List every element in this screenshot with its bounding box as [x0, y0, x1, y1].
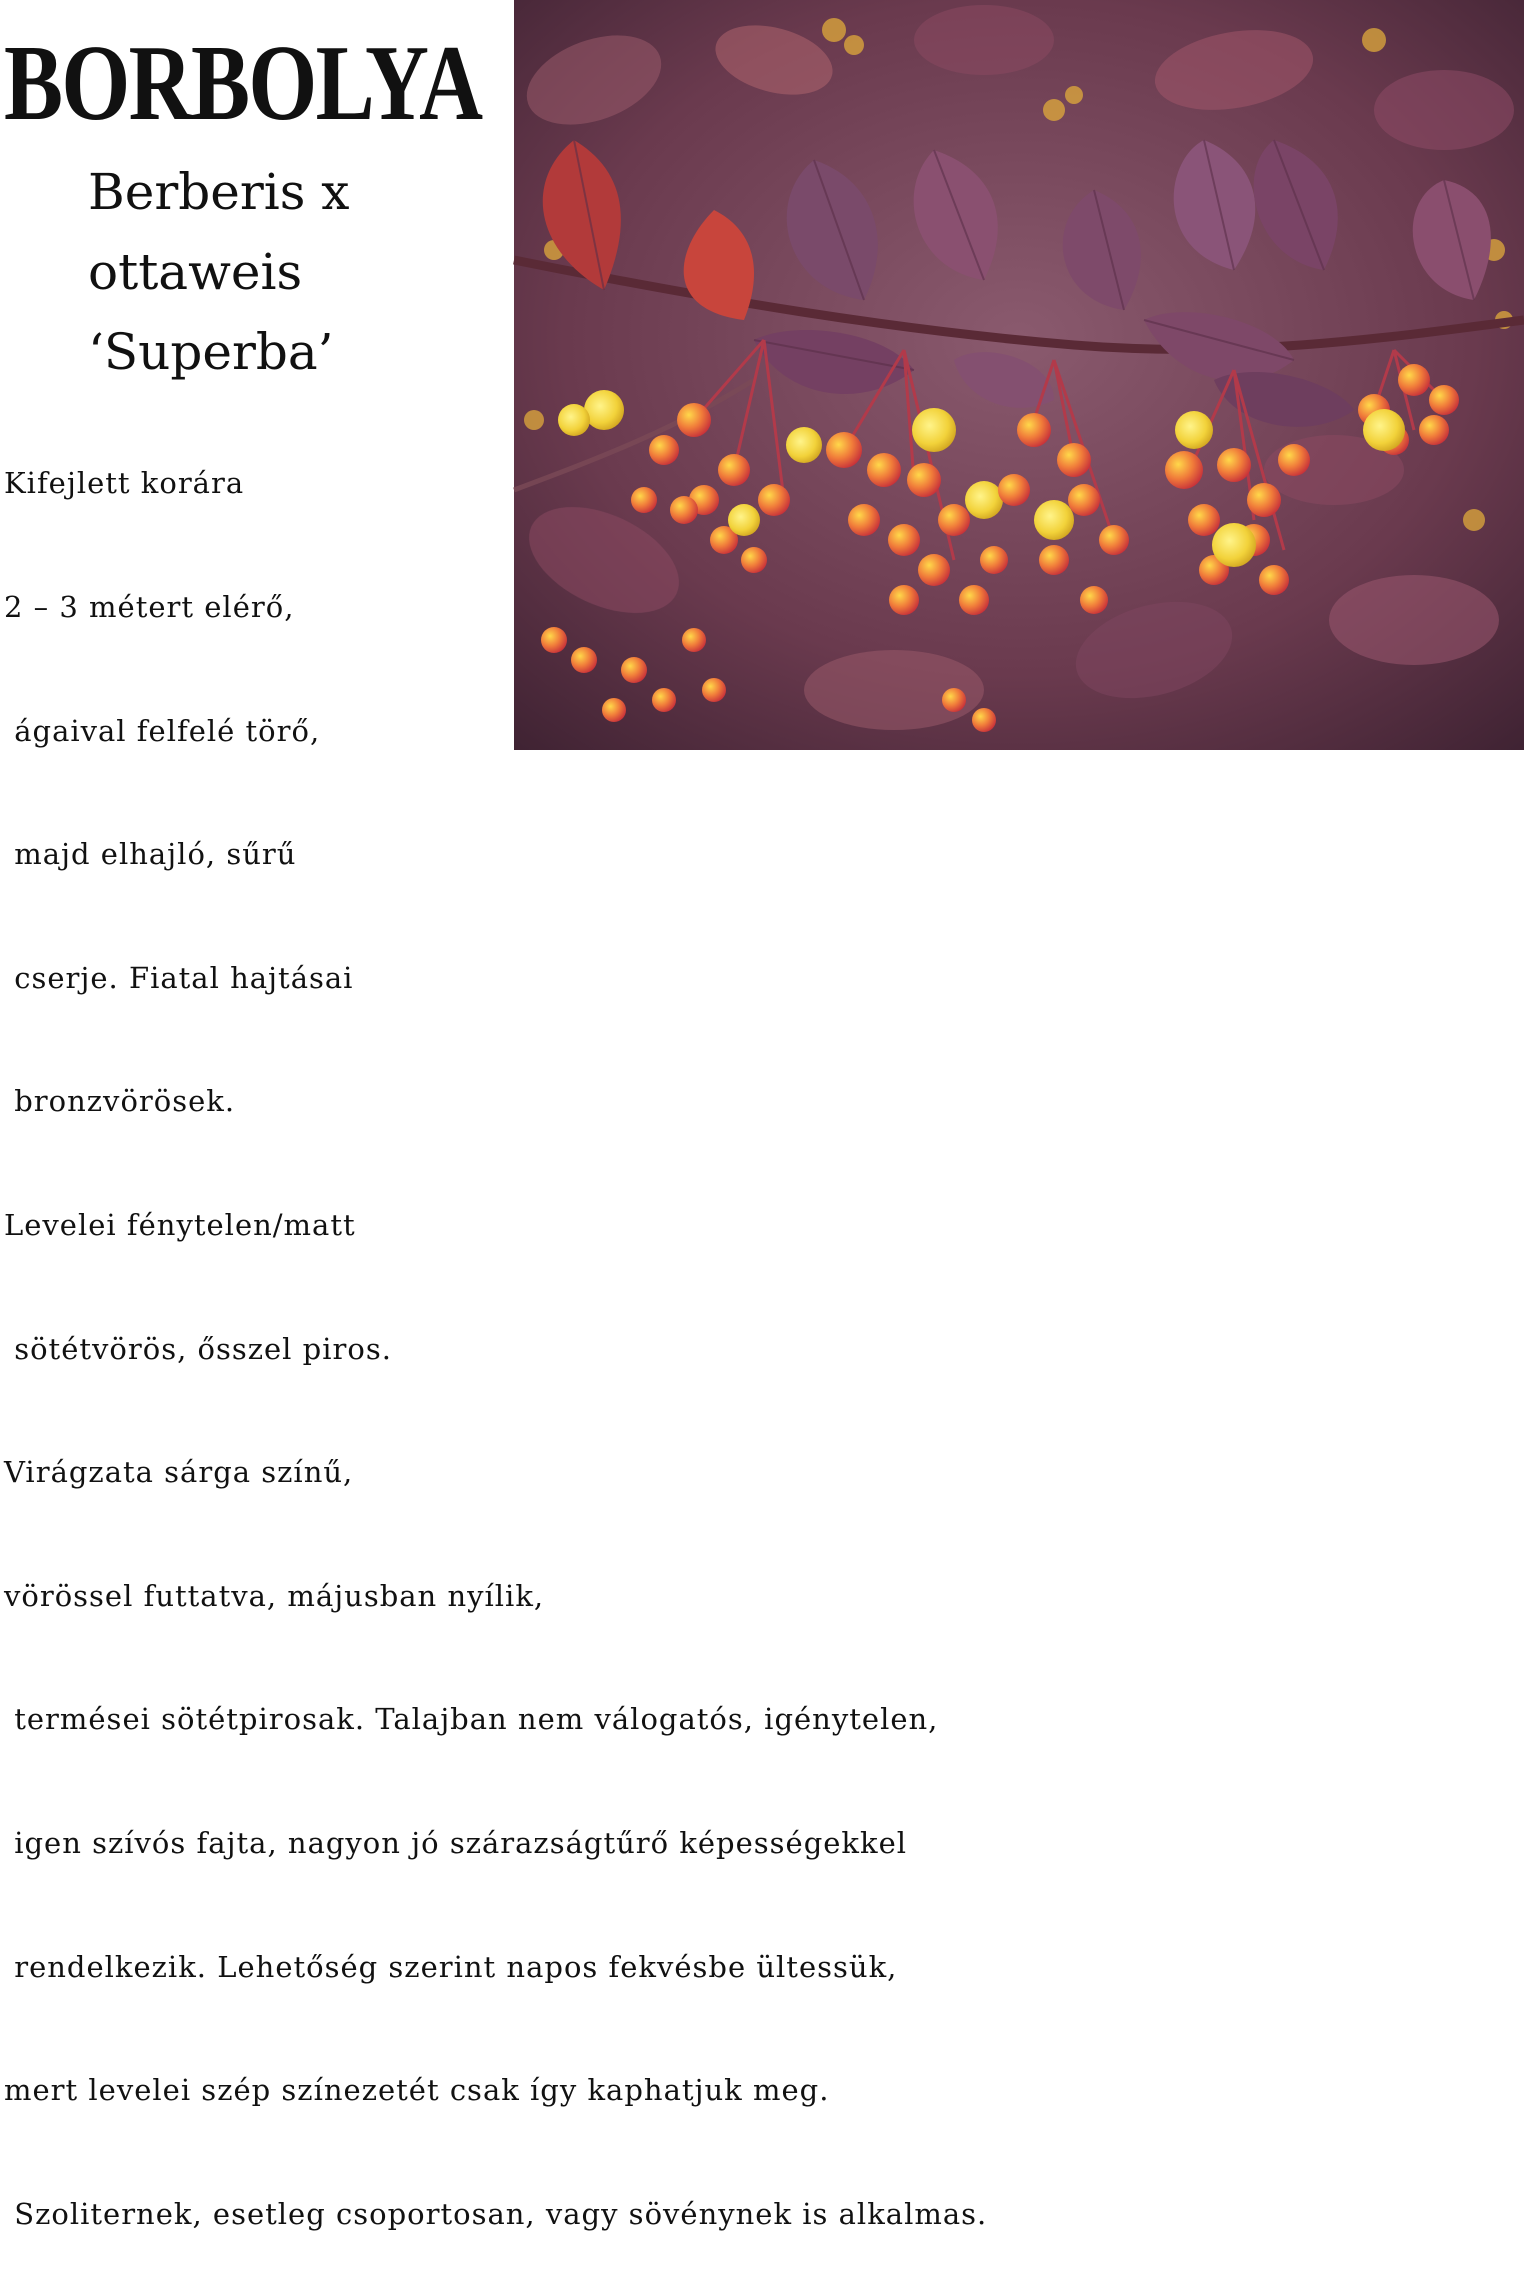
description-line: Szoliternek, esetleg csoportosan, vagy sövénynek is alkalmas. [4, 2196, 988, 2231]
description-line: vörössel futtatva, májusban nyílik, [4, 1578, 545, 1613]
description-line: termései sötétpirosak. Talajban nem válogatós, igénytelen, [4, 1702, 939, 1737]
description-line: cserje. Fiatal hajtásai [4, 960, 354, 995]
description-line: ágaival felfelé törő, [4, 713, 321, 748]
description-line: sötétvörös, ősszel piros. [4, 1331, 392, 1366]
description-line: bronzvörösek. [4, 1084, 236, 1119]
scientific-name-line-3: ‘Superba’ [88, 323, 334, 381]
scientific-name-line-1: Berberis x [88, 163, 350, 221]
description-line: Levelei fénytelen/matt [4, 1207, 356, 1242]
page-title: BORBOLYA [4, 24, 482, 143]
description-line: rendelkezik. Lehetőség szerint napos fekvésbe ültessük, [4, 1949, 898, 1984]
description-line: igen szívós fajta, nagyon jó szárazságtűrő képességekkel [4, 1825, 908, 1860]
description-line: majd elhajló, sűrű [4, 837, 297, 872]
description-line: mert levelei szép színezetét csak így kaphatjuk meg. [4, 2073, 830, 2108]
scientific-name-line-2: ottaweis [88, 243, 303, 301]
description [4, 381, 987, 2276]
description-line: Kifejlett korára [4, 466, 245, 501]
description-line: 2 – 3 métert elérő, [4, 590, 295, 624]
scientific-name [88, 152, 349, 392]
description-line: Virágzata sárga színű, [4, 1455, 354, 1490]
